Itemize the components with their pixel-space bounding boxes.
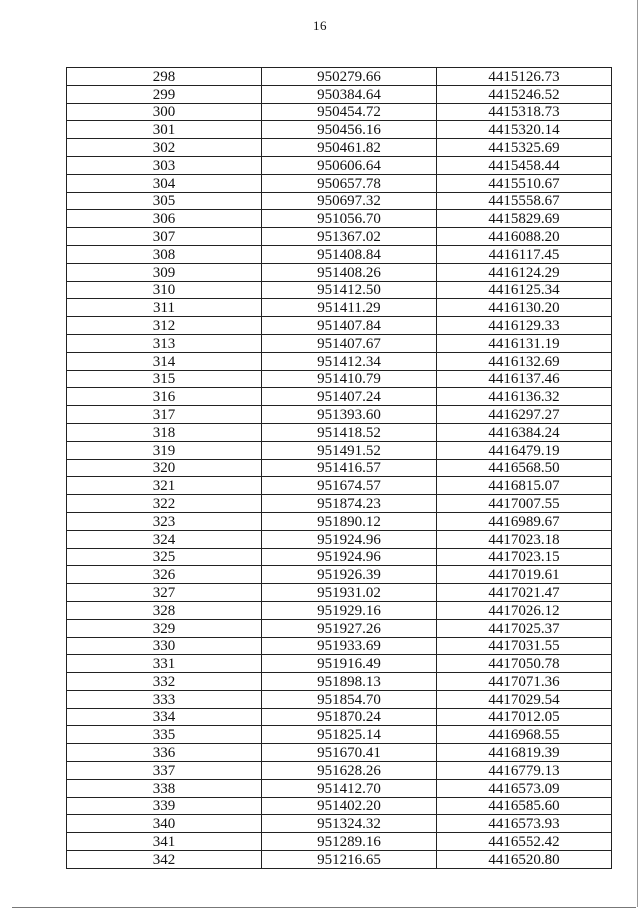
table-row bbox=[67, 548, 612, 566]
point-number-cell: 308 bbox=[67, 245, 262, 263]
point-number-cell: 330 bbox=[67, 637, 262, 655]
x-coordinate-cell: 951927.26 bbox=[262, 619, 437, 637]
table-row bbox=[67, 477, 612, 495]
point-number-cell: 299 bbox=[67, 85, 262, 103]
y-coordinate-cell: 4416129.33 bbox=[437, 317, 612, 335]
point-number-cell: 320 bbox=[67, 459, 262, 477]
x-coordinate-cell: 950657.78 bbox=[262, 174, 437, 192]
point-number-cell: 323 bbox=[67, 512, 262, 530]
x-coordinate-cell: 950384.64 bbox=[262, 85, 437, 103]
table-row bbox=[67, 815, 612, 833]
point-number-cell: 325 bbox=[67, 548, 262, 566]
x-coordinate-cell: 951825.14 bbox=[262, 726, 437, 744]
table-row bbox=[67, 619, 612, 637]
x-coordinate-cell: 951412.50 bbox=[262, 281, 437, 299]
x-coordinate-cell: 951898.13 bbox=[262, 673, 437, 691]
y-coordinate-cell: 4416137.46 bbox=[437, 370, 612, 388]
table-row bbox=[67, 441, 612, 459]
table-row bbox=[67, 744, 612, 762]
x-coordinate-cell: 951410.79 bbox=[262, 370, 437, 388]
table-row bbox=[67, 459, 612, 477]
point-number-cell: 316 bbox=[67, 388, 262, 406]
x-coordinate-cell: 951916.49 bbox=[262, 655, 437, 673]
table-row bbox=[67, 406, 612, 424]
y-coordinate-cell: 4417025.37 bbox=[437, 619, 612, 637]
y-coordinate-cell: 4417026.12 bbox=[437, 601, 612, 619]
coordinates-table-body bbox=[67, 68, 612, 869]
y-coordinate-cell: 4416968.55 bbox=[437, 726, 612, 744]
table-row bbox=[67, 708, 612, 726]
table-row bbox=[67, 121, 612, 139]
table-row bbox=[67, 530, 612, 548]
x-coordinate-cell: 951216.65 bbox=[262, 851, 437, 869]
table-row bbox=[67, 174, 612, 192]
x-coordinate-cell: 950697.32 bbox=[262, 192, 437, 210]
y-coordinate-cell: 4416130.20 bbox=[437, 299, 612, 317]
point-number-cell: 315 bbox=[67, 370, 262, 388]
point-number-cell: 336 bbox=[67, 744, 262, 762]
x-coordinate-cell: 950454.72 bbox=[262, 103, 437, 121]
point-number-cell: 298 bbox=[67, 68, 262, 86]
y-coordinate-cell: 4417071.36 bbox=[437, 673, 612, 691]
point-number-cell: 327 bbox=[67, 584, 262, 602]
y-coordinate-cell: 4416573.93 bbox=[437, 815, 612, 833]
point-number-cell: 309 bbox=[67, 263, 262, 281]
table-row bbox=[67, 637, 612, 655]
y-coordinate-cell: 4417050.78 bbox=[437, 655, 612, 673]
y-coordinate-cell: 4415318.73 bbox=[437, 103, 612, 121]
table-row bbox=[67, 139, 612, 157]
y-coordinate-cell: 4416479.19 bbox=[437, 441, 612, 459]
x-coordinate-cell: 951854.70 bbox=[262, 690, 437, 708]
x-coordinate-cell: 951933.69 bbox=[262, 637, 437, 655]
x-coordinate-cell: 951289.16 bbox=[262, 833, 437, 851]
x-coordinate-cell: 951411.29 bbox=[262, 299, 437, 317]
x-coordinate-cell: 951412.70 bbox=[262, 779, 437, 797]
y-coordinate-cell: 4416088.20 bbox=[437, 228, 612, 246]
point-number-cell: 335 bbox=[67, 726, 262, 744]
table-row bbox=[67, 762, 612, 780]
x-coordinate-cell: 950279.66 bbox=[262, 68, 437, 86]
x-coordinate-cell: 951929.16 bbox=[262, 601, 437, 619]
point-number-cell: 312 bbox=[67, 317, 262, 335]
y-coordinate-cell: 4416779.13 bbox=[437, 762, 612, 780]
table-row bbox=[67, 210, 612, 228]
y-coordinate-cell: 4416132.69 bbox=[437, 352, 612, 370]
table-row bbox=[67, 334, 612, 352]
table-row bbox=[67, 103, 612, 121]
y-coordinate-cell: 4415829.69 bbox=[437, 210, 612, 228]
table-row bbox=[67, 317, 612, 335]
x-coordinate-cell: 951890.12 bbox=[262, 512, 437, 530]
x-coordinate-cell: 951931.02 bbox=[262, 584, 437, 602]
point-number-cell: 331 bbox=[67, 655, 262, 673]
x-coordinate-cell: 951324.32 bbox=[262, 815, 437, 833]
point-number-cell: 305 bbox=[67, 192, 262, 210]
table-row bbox=[67, 779, 612, 797]
x-coordinate-cell: 951924.96 bbox=[262, 530, 437, 548]
y-coordinate-cell: 4416520.80 bbox=[437, 851, 612, 869]
table-row bbox=[67, 797, 612, 815]
table-row bbox=[67, 192, 612, 210]
point-number-cell: 313 bbox=[67, 334, 262, 352]
point-number-cell: 324 bbox=[67, 530, 262, 548]
point-number-cell: 302 bbox=[67, 139, 262, 157]
table-row bbox=[67, 245, 612, 263]
table-row bbox=[67, 299, 612, 317]
y-coordinate-cell: 4416573.09 bbox=[437, 779, 612, 797]
y-coordinate-cell: 4415325.69 bbox=[437, 139, 612, 157]
table-row bbox=[67, 726, 612, 744]
y-coordinate-cell: 4416819.39 bbox=[437, 744, 612, 762]
table-row bbox=[67, 601, 612, 619]
x-coordinate-cell: 951056.70 bbox=[262, 210, 437, 228]
y-coordinate-cell: 4416552.42 bbox=[437, 833, 612, 851]
table-row bbox=[67, 584, 612, 602]
y-coordinate-cell: 4417029.54 bbox=[437, 690, 612, 708]
x-coordinate-cell: 951408.84 bbox=[262, 245, 437, 263]
y-coordinate-cell: 4415126.73 bbox=[437, 68, 612, 86]
table-row bbox=[67, 85, 612, 103]
y-coordinate-cell: 4416125.34 bbox=[437, 281, 612, 299]
x-coordinate-cell: 951407.84 bbox=[262, 317, 437, 335]
x-coordinate-cell: 951407.67 bbox=[262, 334, 437, 352]
point-number-cell: 334 bbox=[67, 708, 262, 726]
y-coordinate-cell: 4416124.29 bbox=[437, 263, 612, 281]
y-coordinate-cell: 4417023.15 bbox=[437, 548, 612, 566]
y-coordinate-cell: 4416131.19 bbox=[437, 334, 612, 352]
point-number-cell: 342 bbox=[67, 851, 262, 869]
table-row bbox=[67, 352, 612, 370]
x-coordinate-cell: 951412.34 bbox=[262, 352, 437, 370]
x-coordinate-cell: 951926.39 bbox=[262, 566, 437, 584]
point-number-cell: 303 bbox=[67, 156, 262, 174]
point-number-cell: 328 bbox=[67, 601, 262, 619]
table-row bbox=[67, 370, 612, 388]
x-coordinate-cell: 950456.16 bbox=[262, 121, 437, 139]
point-number-cell: 326 bbox=[67, 566, 262, 584]
page-number: 16 bbox=[313, 18, 327, 33]
scan-edge-right bbox=[637, 0, 638, 907]
point-number-cell: 337 bbox=[67, 762, 262, 780]
table-row bbox=[67, 673, 612, 691]
point-number-cell: 301 bbox=[67, 121, 262, 139]
x-coordinate-cell: 951408.26 bbox=[262, 263, 437, 281]
point-number-cell: 314 bbox=[67, 352, 262, 370]
y-coordinate-cell: 4415558.67 bbox=[437, 192, 612, 210]
table-row bbox=[67, 228, 612, 246]
table-row bbox=[67, 512, 612, 530]
x-coordinate-cell: 951407.24 bbox=[262, 388, 437, 406]
y-coordinate-cell: 4416297.27 bbox=[437, 406, 612, 424]
y-coordinate-cell: 4417007.55 bbox=[437, 495, 612, 513]
table-row bbox=[67, 566, 612, 584]
y-coordinate-cell: 4416989.67 bbox=[437, 512, 612, 530]
point-number-cell: 307 bbox=[67, 228, 262, 246]
x-coordinate-cell: 951367.02 bbox=[262, 228, 437, 246]
table-row bbox=[67, 263, 612, 281]
point-number-cell: 300 bbox=[67, 103, 262, 121]
point-number-cell: 304 bbox=[67, 174, 262, 192]
table-row bbox=[67, 495, 612, 513]
point-number-cell: 319 bbox=[67, 441, 262, 459]
table-row bbox=[67, 388, 612, 406]
table-row bbox=[67, 423, 612, 441]
table-row bbox=[67, 655, 612, 673]
x-coordinate-cell: 951393.60 bbox=[262, 406, 437, 424]
point-number-cell: 332 bbox=[67, 673, 262, 691]
y-coordinate-cell: 4417012.05 bbox=[437, 708, 612, 726]
y-coordinate-cell: 4416117.45 bbox=[437, 245, 612, 263]
table-row bbox=[67, 833, 612, 851]
x-coordinate-cell: 951491.52 bbox=[262, 441, 437, 459]
x-coordinate-cell: 951670.41 bbox=[262, 744, 437, 762]
coordinates-table bbox=[66, 67, 612, 869]
x-coordinate-cell: 951874.23 bbox=[262, 495, 437, 513]
y-coordinate-cell: 4417019.61 bbox=[437, 566, 612, 584]
y-coordinate-cell: 4417031.55 bbox=[437, 637, 612, 655]
y-coordinate-cell: 4416136.32 bbox=[437, 388, 612, 406]
x-coordinate-cell: 951416.57 bbox=[262, 459, 437, 477]
point-number-cell: 333 bbox=[67, 690, 262, 708]
table-row bbox=[67, 281, 612, 299]
x-coordinate-cell: 951402.20 bbox=[262, 797, 437, 815]
table-row bbox=[67, 68, 612, 86]
point-number-cell: 339 bbox=[67, 797, 262, 815]
y-coordinate-cell: 4415458.44 bbox=[437, 156, 612, 174]
point-number-cell: 338 bbox=[67, 779, 262, 797]
x-coordinate-cell: 951674.57 bbox=[262, 477, 437, 495]
table-row bbox=[67, 690, 612, 708]
table-row bbox=[67, 851, 612, 869]
x-coordinate-cell: 951870.24 bbox=[262, 708, 437, 726]
y-coordinate-cell: 4415510.67 bbox=[437, 174, 612, 192]
x-coordinate-cell: 951924.96 bbox=[262, 548, 437, 566]
y-coordinate-cell: 4416384.24 bbox=[437, 423, 612, 441]
table-row bbox=[67, 156, 612, 174]
scan-edge-bottom bbox=[12, 907, 636, 908]
y-coordinate-cell: 4415246.52 bbox=[437, 85, 612, 103]
point-number-cell: 318 bbox=[67, 423, 262, 441]
point-number-cell: 321 bbox=[67, 477, 262, 495]
point-number-cell: 340 bbox=[67, 815, 262, 833]
y-coordinate-cell: 4416585.60 bbox=[437, 797, 612, 815]
y-coordinate-cell: 4416815.07 bbox=[437, 477, 612, 495]
point-number-cell: 310 bbox=[67, 281, 262, 299]
point-number-cell: 317 bbox=[67, 406, 262, 424]
point-number-cell: 341 bbox=[67, 833, 262, 851]
point-number-cell: 322 bbox=[67, 495, 262, 513]
x-coordinate-cell: 950606.64 bbox=[262, 156, 437, 174]
point-number-cell: 311 bbox=[67, 299, 262, 317]
x-coordinate-cell: 951418.52 bbox=[262, 423, 437, 441]
y-coordinate-cell: 4417023.18 bbox=[437, 530, 612, 548]
y-coordinate-cell: 4416568.50 bbox=[437, 459, 612, 477]
point-number-cell: 329 bbox=[67, 619, 262, 637]
point-number-cell: 306 bbox=[67, 210, 262, 228]
y-coordinate-cell: 4415320.14 bbox=[437, 121, 612, 139]
y-coordinate-cell: 4417021.47 bbox=[437, 584, 612, 602]
x-coordinate-cell: 951628.26 bbox=[262, 762, 437, 780]
x-coordinate-cell: 950461.82 bbox=[262, 139, 437, 157]
